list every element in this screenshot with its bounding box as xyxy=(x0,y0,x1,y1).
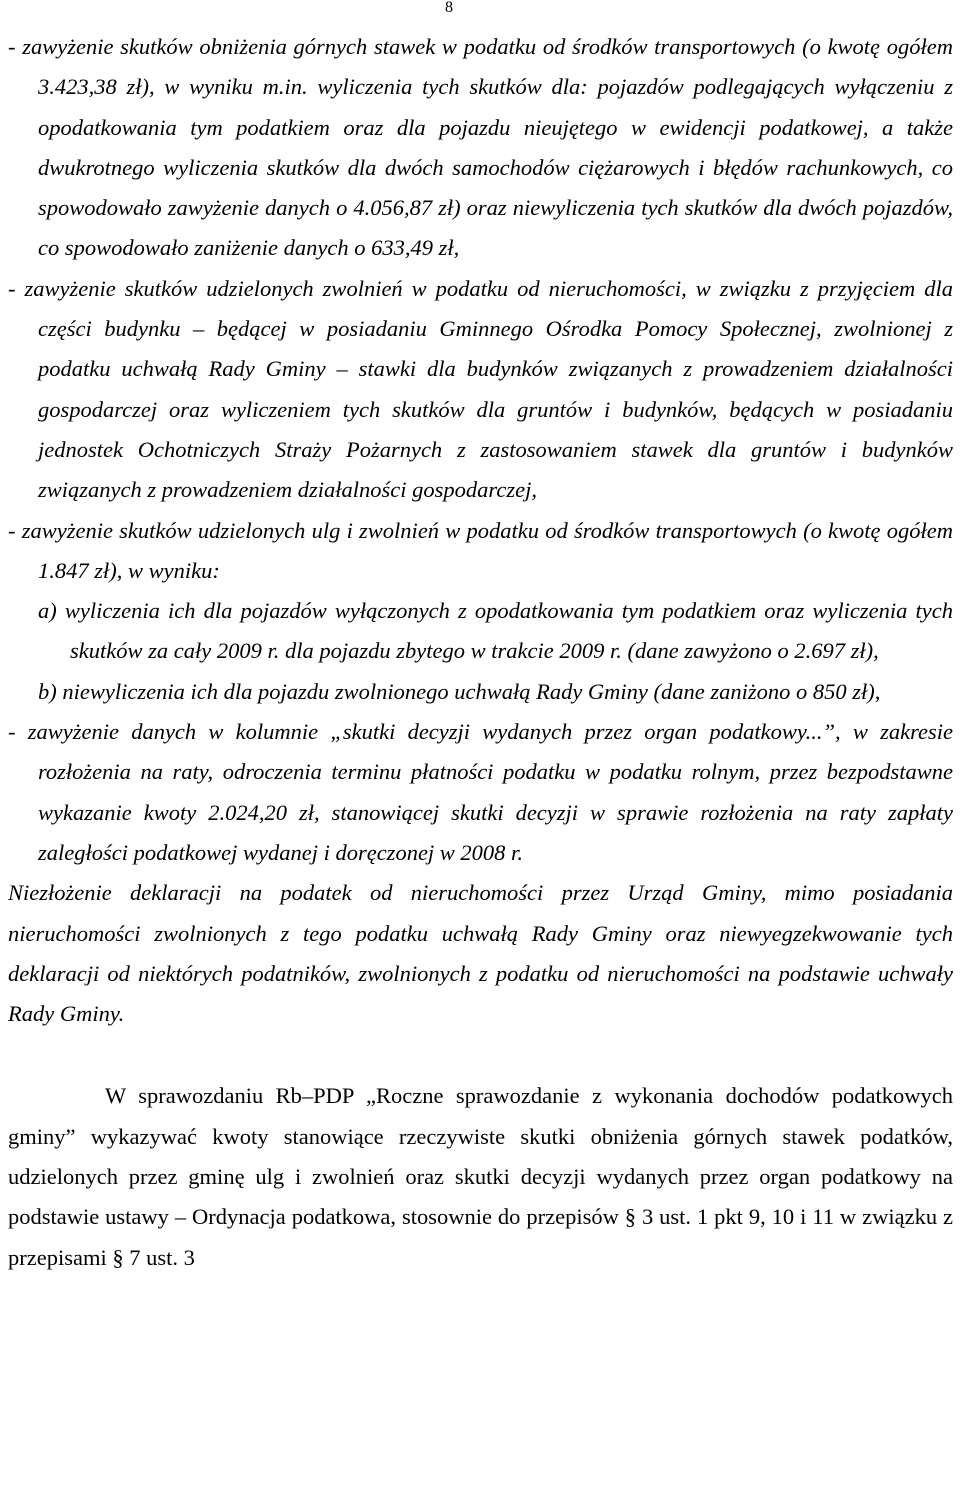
sub-item-a: a) wyliczenia ich dla pojazdów wyłączonych z opodatkowania tym podatkiem oraz wyliczenia tych skutków za cały 2009 r. dla pojazdu zbytego w trakcie 2009 r. (dane zawyżono o 2.697 zł), xyxy=(38,598,953,664)
document-body xyxy=(8,27,953,1278)
bullet-property-tax-exemptions: - zawyżenie skutków udzielonych zwolnień w podatku od nieruchomości, w związku z przyjęciem dla części budynku – będącej w posiadaniu Gminnego Ośrodka Pomocy Społecznej, zwolnionej z podatku uchwałą Rady Gminy – stawki dla budynków związanych z prowadzeniem działalności gospodarczej oraz wyliczeniem tych skutków dla gruntów i budynków, będących w posiadaniu jednostek Ochotniczych Straży Pożarnych z zastosowaniem stawek dla gruntów i budynków związanych z prowadzeniem działalności gospodarczej, xyxy=(8,275,953,503)
page-number: 8 xyxy=(445,0,453,16)
sub-item-b: b) niewyliczenia ich dla pojazdu zwolnionego uchwałą Rady Gminy (dane zaniżono o 850 zł), xyxy=(38,678,881,704)
bullet-transport-tax-relief: - zawyżenie skutków udzielonych ulg i zwolnień w podatku od środków transportowych (o kwotę ogółem 1.847 zł), w wyniku: xyxy=(8,517,953,583)
bullet-tax-decisions: - zawyżenie danych w kolumnie „skutki decyzji wydanych przez organ podatkowy...”, w zakresie rozłożenia na raty, odroczenia terminu płatności podatku w podatku rolnym, przez bezpodstawne wykazanie kwoty 2.024,20 zł, stanowiącej skutki decyzji w sprawie rozłożenia na raty zapłaty zaległości podatkowej wydanej i doręczonej w 2008 r. xyxy=(8,719,953,865)
paragraph-recommendation: W sprawozdaniu Rb–PDP „Roczne sprawozdanie z wykonania dochodów podatkowych gminy” wykazywać kwoty stanowiące rzeczywiste skutki obniżenia górnych stawek podatków, udzielonych przez gminę ulg i zwolnień oraz skutki decyzji wydanych przez organ podatkowy na podstawie ustawy – Ordynacja podatkowa, stosownie do przepisów § 3 ust. 1 pkt 9, 10 i 11 w związku z przepisami § 7 ust. 3 xyxy=(8,1083,953,1270)
paragraph-property-declarations: Niezłożenie deklaracji na podatek od nieruchomości przez Urząd Gminy, mimo posiadania nieruchomości zwolnionych z tego podatku uchwałą Rady Gminy oraz niewyegzekwowanie tych deklaracji od niektórych podatników, zwolnionych z podatku od nieruchomości na podstawie uchwały Rady Gminy. xyxy=(8,880,953,1027)
bullet-transport-tax-reduction: - zawyżenie skutków obniżenia górnych stawek w podatku od środków transportowych (o kwotę ogółem 3.423,38 zł), w wyniku m.in. wyliczenia tych skutków dla: pojazdów podlegających wyłączeniu z opodatkowania tym podatkiem oraz dla pojazdu nieujętego w ewidencji podatkowej, a także dwukrotnego wyliczenia skutków dla dwóch samochodów ciężarowych i błędów rachunkowych, co spowodowało zawyżenie danych o 4.056,87 zł) oraz niewyliczenia tych skutków dla dwóch pojazdów, co spowodowało zaniżenie danych o 633,49 zł, xyxy=(8,34,953,261)
